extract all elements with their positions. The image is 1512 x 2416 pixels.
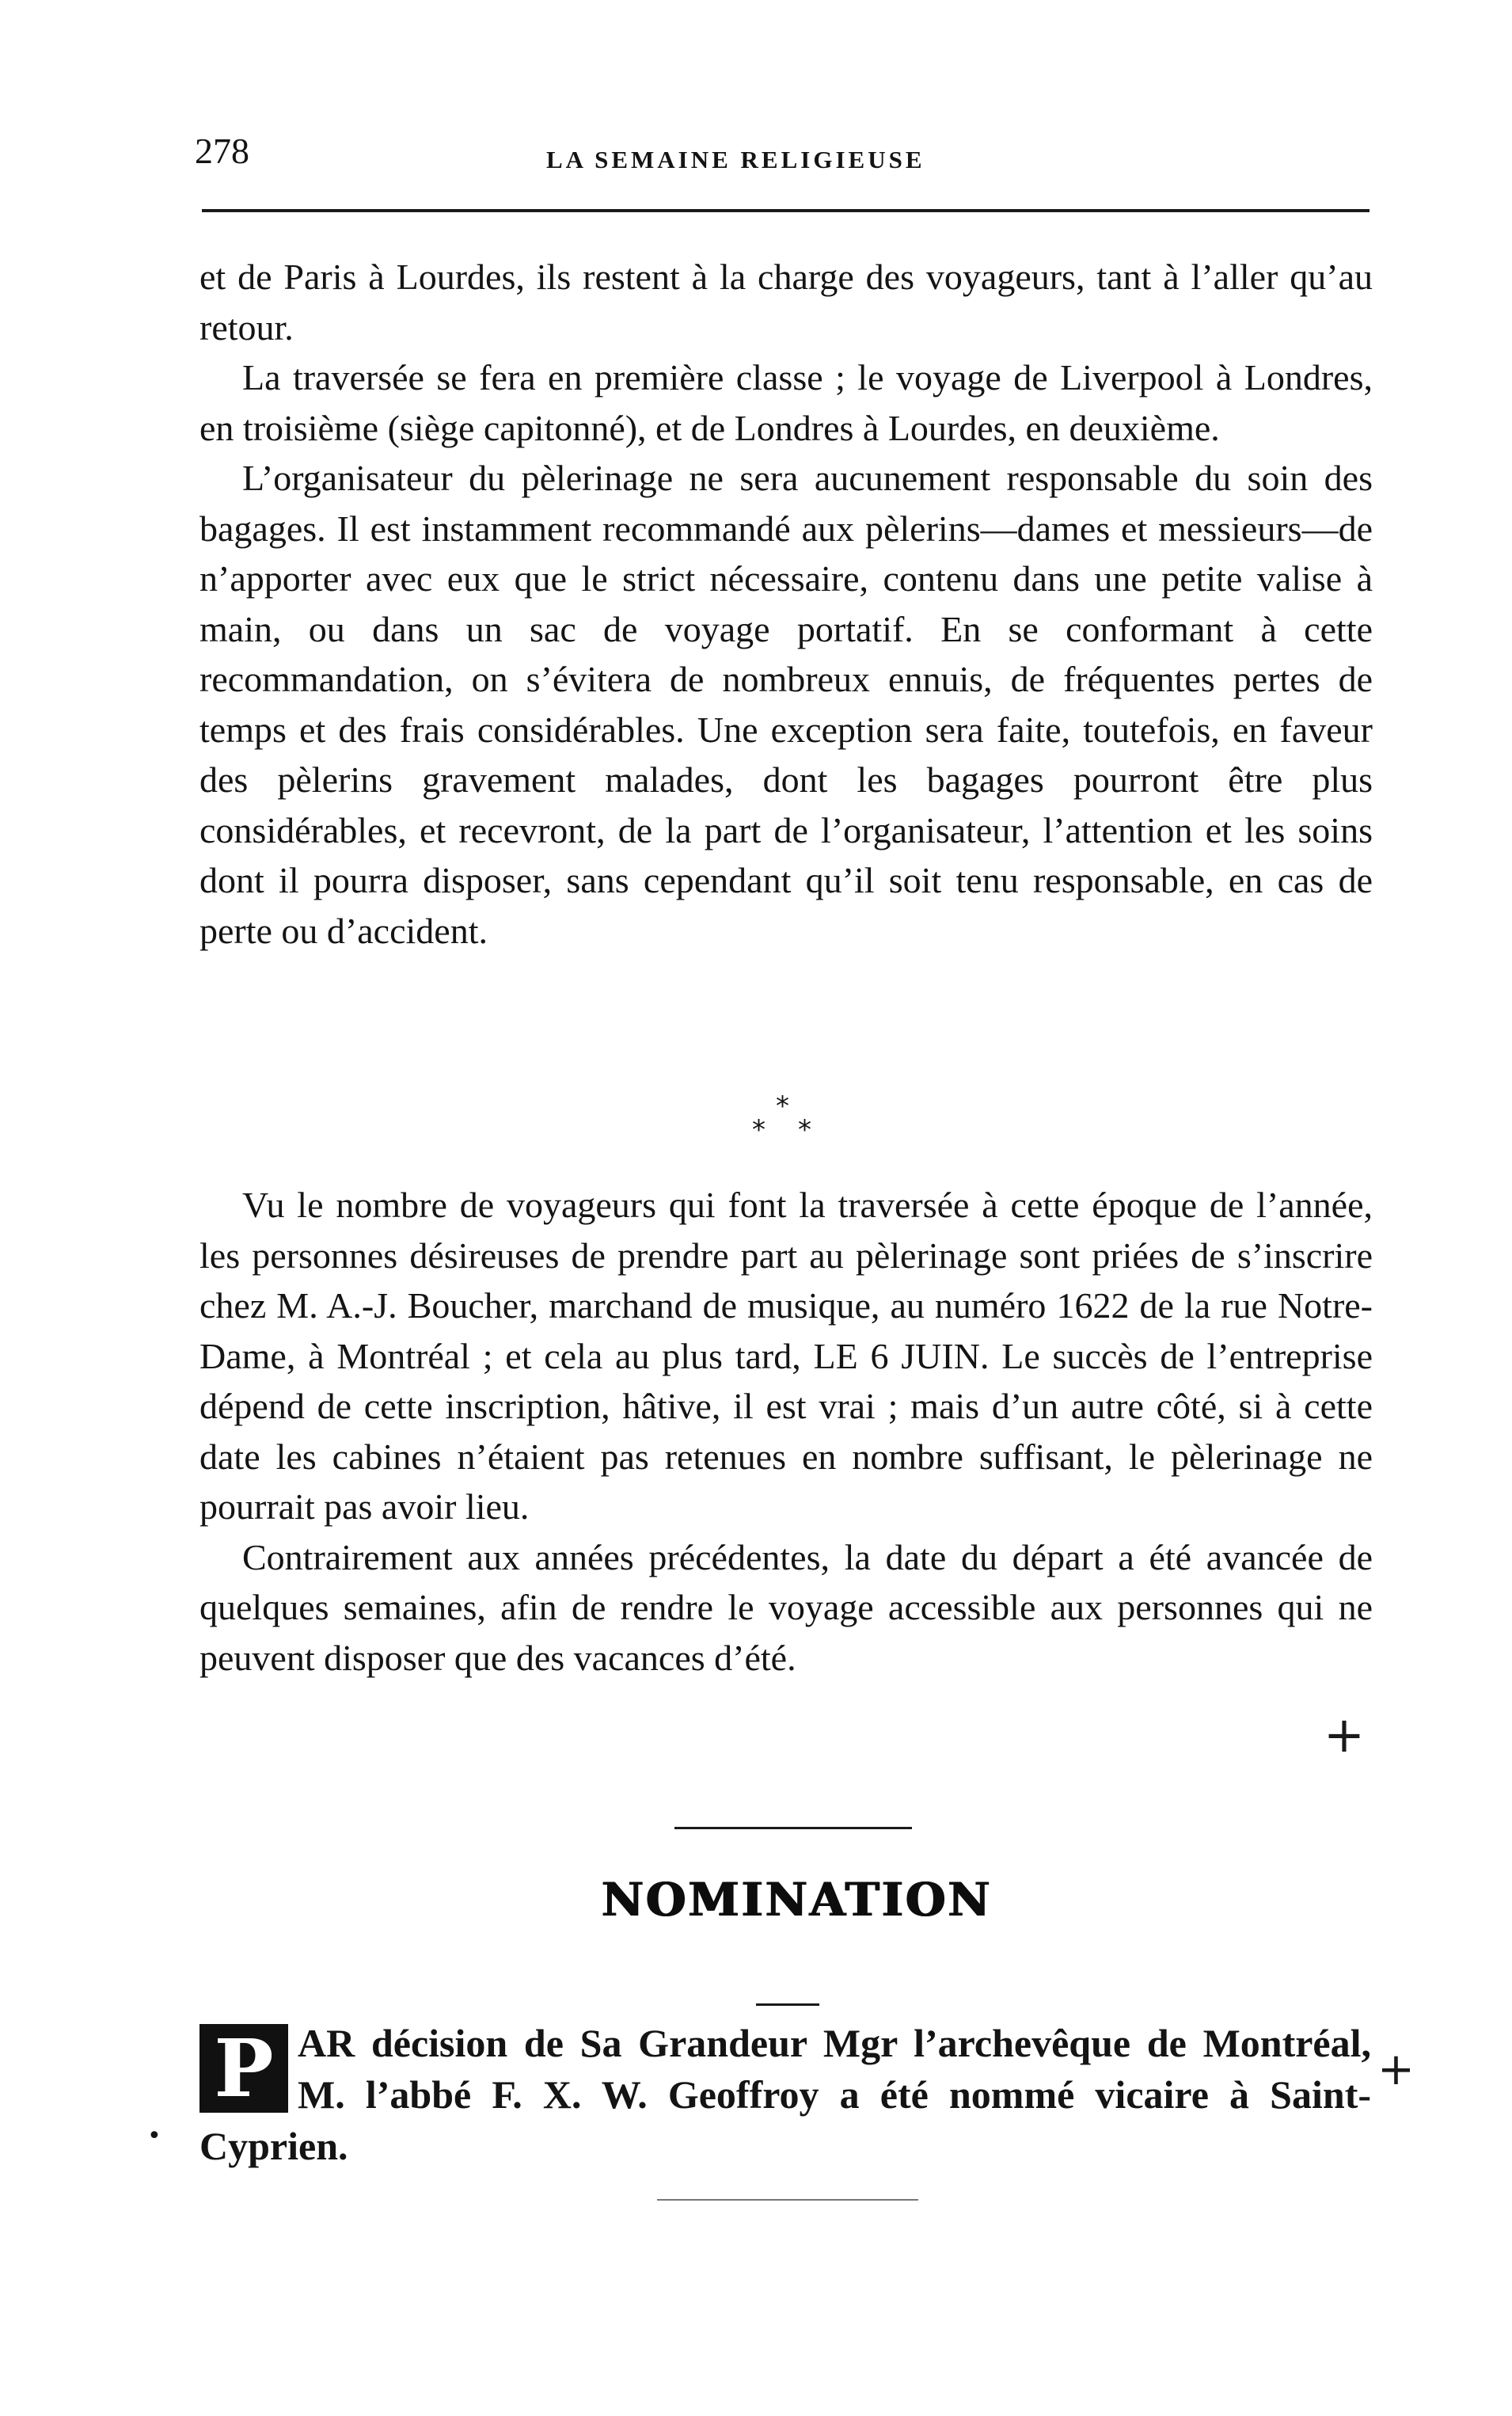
text-block-1 [199,252,1373,956]
paragraph-traversee: La traversée se fera en première classe ; le voyage de Liverpool à Londres, en troisième (siège capitonné), et de Londres à Lourdes, en deuxième. [199,357,1373,448]
handwritten-cross-mark-2: + [1377,2044,1415,2095]
asterisk: * [798,1114,811,1146]
header-rule [202,209,1370,212]
drop-cap: P [199,2024,288,2113]
nomination-paragraph [199,2018,1371,2172]
paragraph-inscription: Vu le nombre de voyageurs qui font la traversée à cette époque de l’année, les personnes désireuses de prendre part au pèlerinage sont priées de s’inscrire chez M. A.-J. Boucher, marchand de musique, au numéro 1622 de la rue Notre-Dame, à Montréal ; et cela au plus tard, LE 6 JUIN. Le succès de l’entreprise dépend de cette inscription, hâtive, il est vrai ; mais d’un autre côté, si à cette date les cabines n’étaient pas retenues en nombre suffisant, le pèlerinage ne pourrait pas avoir lieu. [199,1185,1373,1527]
section-rule-top [674,1827,912,1829]
asterisk: * [776,1090,789,1122]
paragraph-bagages: L’organisateur du pèlerinage ne sera aucunement responsable du soin des bagages. Il est instamment recommandé aux pèlerins—dames et messieurs—de n’apporter avec eux que le strict nécessaire, contenu dans une petite valise à main, ou dans un sac de voyage portatif. En se conformant à cette recommandation, on s’évitera de nombreux ennuis, de fréquentes pertes de temps et des frais considérables. Une exception sera faite, toutefois, en faveur des pèlerins gravement malades, dont les bagages pourront être plus considérables, et recevront, de la part de l’organisateur, l’attention et les soins dont il pourra disposer, sans cependant qu’il soit tenu responsable, en cas de perte ou d’accident. [199,458,1373,951]
closing-rule [657,2199,918,2201]
margin-dot: • [147,2122,161,2150]
text-block-2 [199,1180,1373,1683]
page-number: 278 [195,131,249,171]
section-rule-bottom [756,2003,819,2006]
nomination-text: AR décision de Sa Grandeur Mgr l’archevêque de Montréal, M. l’abbé F. X. W. Geoffroy a été nommé vicaire à Saint-Cyprien. [199,2021,1371,2168]
handwritten-cross-mark: + [1324,1706,1365,1763]
asterism-separator [752,1090,823,1148]
section-title: NOMINATION [602,1873,993,1927]
running-title: LA SEMAINE RELIGIEUSE [546,146,925,173]
paragraph-date-depart: Contrairement aux années précédentes, la date du départ a été avancée de quelques semaines, afin de rendre le voyage accessible aux personnes qui ne peuvent disposer que des vacances d’été. [199,1536,1373,1678]
paragraph-continuation: et de Paris à Lourdes, ils restent à la charge des voyageurs, tant à l’aller qu’au retour. [199,257,1373,348]
asterisk: * [752,1114,765,1146]
